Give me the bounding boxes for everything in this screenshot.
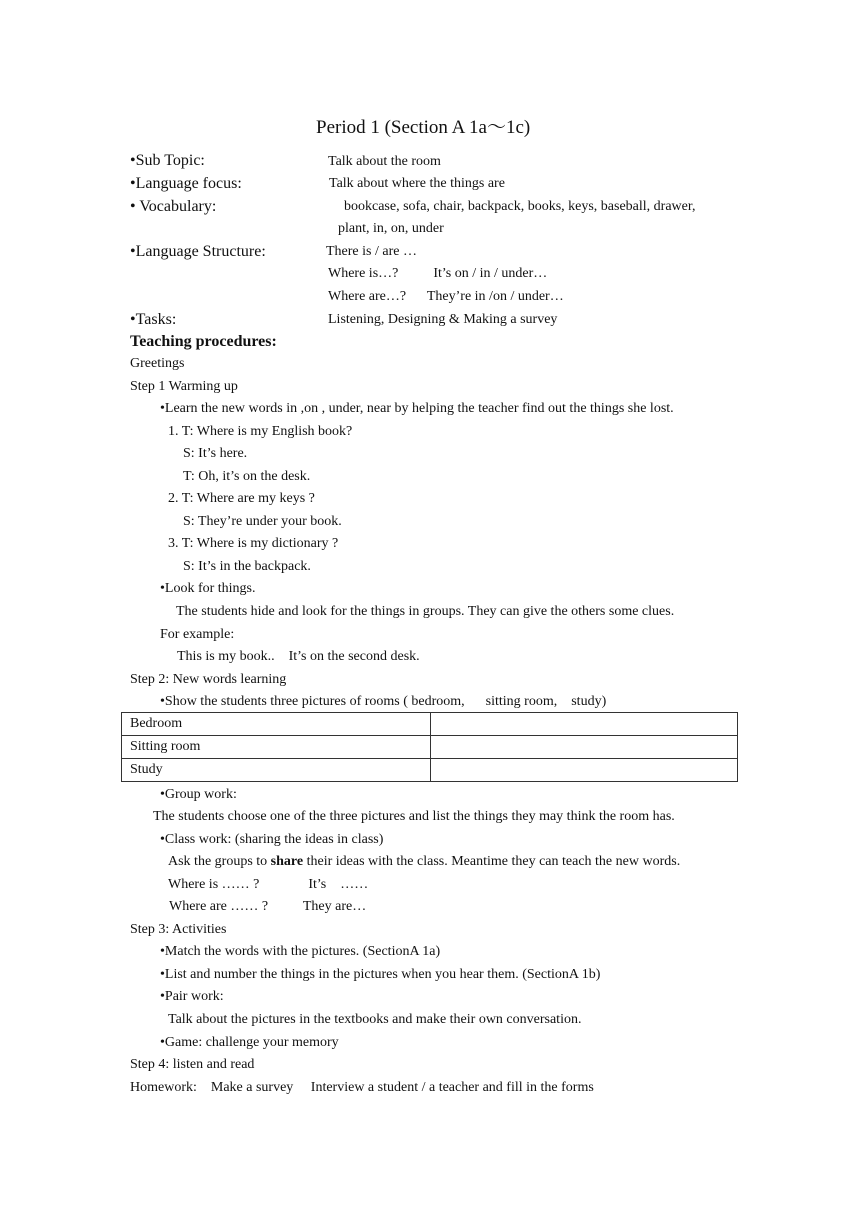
step2-paragraph: The students choose one of the three pictures and list the things they may think the room has. [153,809,675,824]
rooms-table [121,712,738,782]
table-row [122,736,738,759]
dialogue-line: S: It’s in the backpack. [183,559,311,574]
step3-bullet: •Pair work: [160,989,224,1004]
dialogue-line: S: They’re under your book. [183,514,342,529]
table-cell [431,759,738,782]
step1-paragraph: For example: [160,627,235,642]
dialogue-line: 3. T: Where is my dictionary ? [168,536,339,551]
step4-heading: Step 4: listen and read [130,1057,255,1072]
step2-bullet-group: •Group work: [160,787,237,802]
step3-bullet: •Game: challenge your memory [160,1035,339,1050]
step1-paragraph: The students hide and look for the things in groups. They can give the others some clues. [176,604,675,619]
step1-paragraph: This is my book.. It’s on the second desk. [177,649,420,664]
table-cell [431,736,738,759]
table-row [122,759,738,782]
step1-bullet-look: •Look for things. [160,581,256,596]
step1-bullet-learn: •Learn the new words in ,on , under, near by helping the teacher find out the things she lost. [160,401,674,416]
text-run: Ask the groups to [168,854,271,869]
step3-heading: Step 3: Activities [130,922,227,937]
dialogue-line: S: It’s here. [183,446,248,461]
language-focus-value: Talk about where the things are [329,176,505,191]
table-cell: Sitting room [122,736,431,759]
table-cell: Bedroom [122,713,431,736]
tasks-label: •Tasks: [130,311,177,328]
homework: Homework: Make a survey Interview a student / a teacher and fill in the forms [130,1080,594,1095]
language-structure-line2: Where is…? It’s on / in / under… [328,266,548,281]
procedures-heading: Teaching procedures: [130,333,277,350]
step2-paragraph-share [168,855,680,869]
dialogue-line: 1. T: Where is my English book? [168,424,353,439]
sub-topic-value: Talk about the room [328,154,441,169]
vocabulary-value: bookcase, sofa, chair, backpack, books, keys, baseball, drawer, [344,199,696,214]
tasks-value: Listening, Designing & Making a survey [328,312,558,327]
step2-heading: Step 2: New words learning [130,672,287,687]
step3-bullet: •Match the words with the pictures. (SectionA 1a) [160,944,441,959]
language-structure-label: •Language Structure: [130,243,266,260]
vocabulary-label: • Vocabulary: [130,198,217,215]
dialogue-line: T: Oh, it’s on the desk. [183,469,311,484]
greetings: Greetings [130,356,185,371]
vocabulary-value-cont: plant, in, on, under [338,221,444,236]
text-run: their ideas with the class. Meantime they can teach the new words. [303,854,681,869]
language-structure-value: There is / are … [326,244,417,259]
table-cell [431,713,738,736]
page-title: Period 1 (Section A 1a～1c) [316,117,531,138]
emphasis-share: share [270,854,304,869]
step2-bullet-class: •Class work: (sharing the ideas in class) [160,832,384,847]
step3-paragraph: Talk about the pictures in the textbooks and make their own conversation. [168,1012,582,1027]
table-cell: Study [122,759,431,782]
step2-bullet-show: •Show the students three pictures of rooms ( bedroom, sitting room, study) [160,694,607,709]
dialogue-line: 2. T: Where are my keys ? [168,491,315,506]
language-structure-line3: Where are…? They’re in /on / under… [328,289,564,304]
step2-pattern: Where are …… ? They are… [169,899,367,914]
sub-topic-label: •Sub Topic: [130,152,205,169]
step3-bullet: •List and number the things in the pictures when you hear them. (SectionA 1b) [160,967,601,982]
language-focus-label: •Language focus: [130,175,242,192]
step2-pattern: Where is …… ? It’s …… [168,877,369,892]
step1-heading: Step 1 Warming up [130,379,238,394]
table-row [122,713,738,736]
